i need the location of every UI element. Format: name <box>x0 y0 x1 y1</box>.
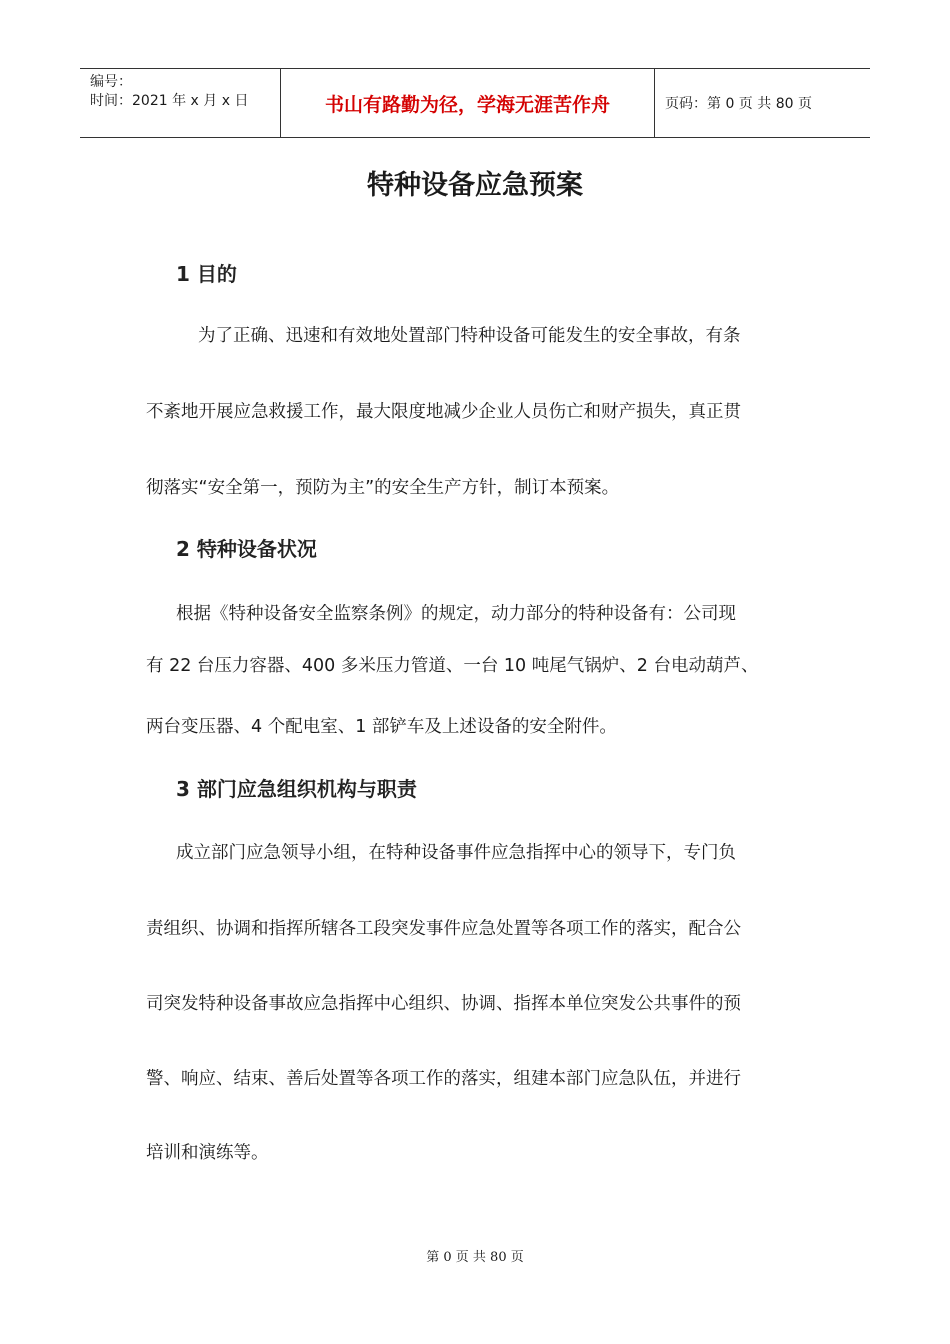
paragraph-line: 两台变压器、4 个配电室、1 部铲车及上述设备的安全附件。 <box>146 717 617 737</box>
header-page-label: 页码：第 0 页 共 80 页 <box>665 96 812 112</box>
paragraph-line: 根据《特种设备安全监察条例》的规定，动力部分的特种设备有：公司现 <box>176 604 736 624</box>
header-table <box>80 68 870 138</box>
section-heading: 1 目的 <box>176 262 237 286</box>
section-heading: 2 特种设备状况 <box>176 537 317 561</box>
code-label: 编号： <box>90 74 132 90</box>
paragraph-line: 责组织、协调和指挥所辖各工段突发事件应急处置等各项工作的落实，配合公 <box>146 919 741 939</box>
paragraph-line: 警、响应、结束、善后处置等各项工作的落实，组建本部门应急队伍，并进行 <box>146 1069 741 1089</box>
paragraph-line: 司突发特种设备事故应急指挥中心组织、协调、指挥本单位突发公共事件的预 <box>146 994 741 1014</box>
paragraph-line: 有 22 台压力容器、400 多米压力管道、一台 10 吨尾气锅炉、2 台电动葫芦、 <box>146 656 759 676</box>
paragraph-line: 培训和演练等。 <box>146 1143 269 1163</box>
header-motto: 书山有路勤为径，学海无涯苦作舟 <box>281 69 655 137</box>
paragraph-line: 成立部门应急领导小组，在特种设备事件应急指挥中心的领导下，专门负 <box>176 843 736 863</box>
section-heading: 3 部门应急组织机构与职责 <box>176 777 417 801</box>
header-meta <box>80 69 281 137</box>
paragraph-line: 为了正确、迅速和有效地处置部门特种设备可能发生的安全事故，有条 <box>198 326 741 346</box>
paragraph-line: 彻落实“安全第一，预防为主”的安全生产方针，制订本预案。 <box>146 478 620 498</box>
paragraph-line: 不紊地开展应急救援工作，最大限度地减少企业人员伤亡和财产损失，真正贯 <box>146 402 741 422</box>
time-label: 时间：2021 年 x 月 x 日 <box>90 93 249 109</box>
page-footer: 第 0 页 共 80 页 <box>426 1250 524 1265</box>
document-title: 特种设备应急预案 <box>367 170 583 201</box>
